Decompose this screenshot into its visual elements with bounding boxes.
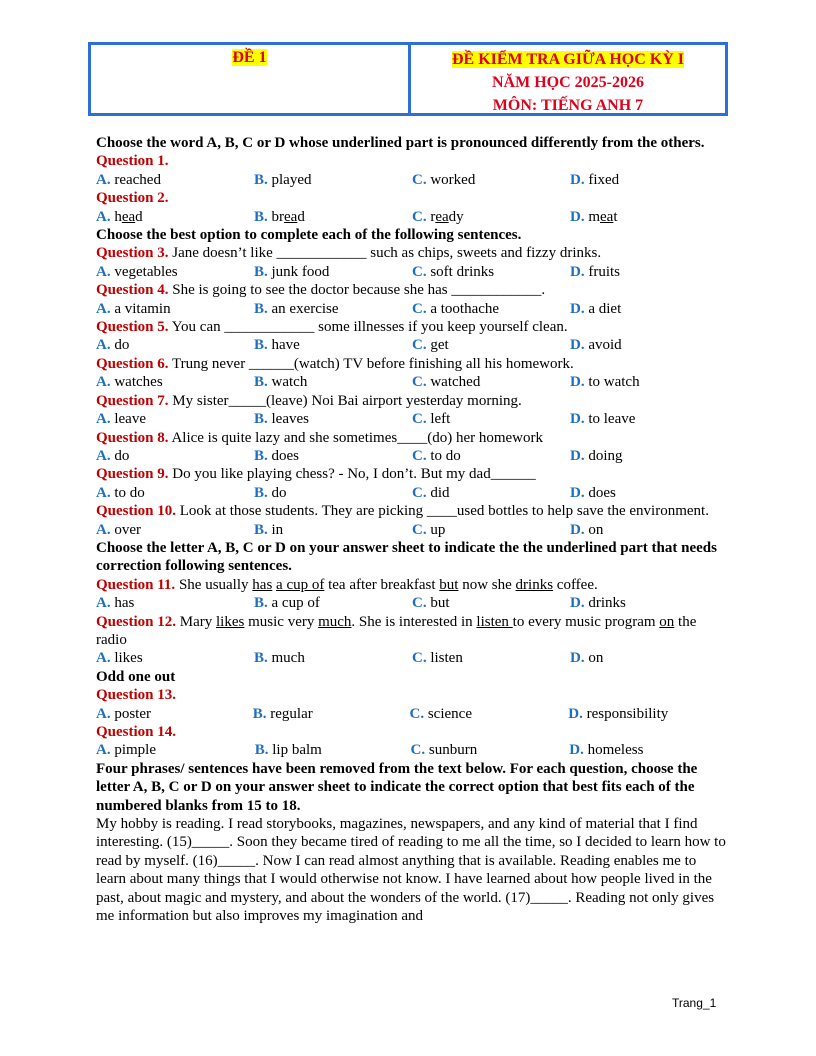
- option-letter: A.: [96, 650, 111, 667]
- option-letter: C.: [412, 171, 427, 188]
- option-letter: A.: [96, 171, 111, 188]
- option-letter: D.: [570, 337, 585, 354]
- question-7: [96, 392, 728, 410]
- question-12-options: [96, 649, 728, 667]
- option-text: listen: [430, 650, 463, 667]
- option-letter: A.: [96, 521, 111, 538]
- question-11: [96, 576, 728, 594]
- option-text: but: [430, 595, 450, 612]
- option-text: a toothache: [430, 300, 500, 317]
- option-text: lip balm: [272, 742, 322, 759]
- option-letter: B.: [254, 650, 268, 667]
- option-d: [569, 741, 728, 759]
- section-instruction-4: Odd one out: [96, 668, 176, 685]
- option-d: [570, 649, 728, 667]
- option-d: [570, 263, 728, 281]
- option-text: does: [588, 484, 616, 501]
- underlined-part: drinks: [515, 576, 554, 593]
- option-text: dy: [448, 208, 464, 225]
- option-text: do: [271, 484, 287, 501]
- question-text: music very: [244, 613, 319, 630]
- question-label: Question 13.: [96, 687, 177, 704]
- option-text: a vitamin: [114, 300, 171, 317]
- option-c: [412, 300, 570, 318]
- option-letter: C.: [410, 742, 426, 759]
- option-a: [96, 171, 254, 189]
- option-letter: B.: [254, 374, 268, 391]
- question-13-options: [96, 705, 728, 723]
- option-letter: D.: [570, 521, 585, 538]
- option-letter: C.: [412, 447, 427, 464]
- option-text: homeless: [587, 742, 644, 759]
- option-text: junk food: [271, 263, 330, 280]
- option-text: soft drinks: [430, 263, 495, 280]
- option-b: [254, 171, 412, 189]
- question-label: Question 8.: [96, 429, 169, 446]
- option-letter: A.: [96, 742, 111, 759]
- option-letter: C.: [412, 263, 427, 280]
- page-number: Trang_1: [672, 996, 717, 1010]
- option-c: [412, 208, 570, 226]
- option-text: responsibility: [586, 705, 669, 722]
- option-letter: B.: [254, 300, 268, 317]
- option-text: worked: [430, 171, 476, 188]
- option-c: [412, 410, 570, 428]
- option-text: leaves: [271, 411, 309, 428]
- option-letter: D.: [570, 484, 585, 501]
- option-letter: C.: [412, 411, 427, 428]
- question-10: [96, 502, 728, 520]
- option-b: [254, 300, 412, 318]
- option-letter: C.: [412, 484, 427, 501]
- option-letter: D.: [570, 595, 585, 612]
- option-text: leave: [114, 411, 146, 428]
- question-12: [96, 613, 728, 650]
- option-text: pimple: [114, 742, 157, 759]
- option-a: [96, 208, 254, 226]
- option-a: [96, 300, 254, 318]
- option-text: fixed: [588, 171, 620, 188]
- question-3-options: [96, 263, 728, 281]
- option-a: [96, 410, 254, 428]
- option-b: [254, 263, 412, 281]
- question-text: Alice is quite lazy and she sometimes____(do) her homework: [168, 429, 544, 446]
- option-b: [254, 447, 412, 465]
- question-9: [96, 465, 728, 483]
- option-letter: A.: [96, 705, 111, 722]
- option-text: in: [271, 521, 284, 538]
- option-d: [570, 521, 728, 539]
- option-text: did: [430, 484, 450, 501]
- option-text: left: [430, 411, 451, 428]
- option-d: [570, 171, 728, 189]
- option-c: [412, 521, 570, 539]
- option-a: [96, 521, 254, 539]
- option-d: [570, 484, 728, 502]
- option-letter: A.: [96, 484, 111, 501]
- option-text: do: [114, 337, 130, 354]
- option-b: [254, 521, 412, 539]
- question-13: [96, 686, 728, 704]
- option-letter: B.: [254, 447, 268, 464]
- question-text: tea after breakfast: [324, 576, 440, 593]
- option-letter: A.: [96, 263, 111, 280]
- exam-content: [96, 134, 728, 925]
- option-c: [412, 171, 570, 189]
- question-1-options: [96, 171, 728, 189]
- exam-title: ĐỀ KIỂM TRA GIỮA HỌC KỲ I: [451, 51, 685, 68]
- question-10-options: [96, 521, 728, 539]
- question-label: Question 6.: [96, 355, 169, 372]
- underlined-part: ea: [600, 208, 614, 225]
- option-letter: B.: [254, 263, 268, 280]
- exam-code: ĐỀ 1: [232, 49, 267, 66]
- subject: MÔN: TIẾNG ANH 7: [492, 97, 644, 114]
- option-b: [253, 705, 410, 723]
- option-b: [254, 410, 412, 428]
- option-text: regular: [270, 705, 313, 722]
- option-c: [412, 594, 570, 612]
- option-text: d: [297, 208, 305, 225]
- option-text: watch: [271, 374, 308, 391]
- question-label: Question 9.: [96, 466, 169, 483]
- option-c: [412, 373, 570, 391]
- option-text: to do: [114, 484, 145, 501]
- question-5: [96, 318, 728, 336]
- option-letter: D.: [570, 263, 585, 280]
- underlined-part: listen: [476, 613, 513, 630]
- option-text: fruits: [588, 263, 621, 280]
- question-text: coffee.: [553, 576, 598, 593]
- option-a: [96, 705, 253, 723]
- option-a: [96, 594, 254, 612]
- option-letter: C.: [412, 208, 427, 225]
- question-4-options: [96, 300, 728, 318]
- question-9-options: [96, 484, 728, 502]
- option-c: [412, 649, 570, 667]
- underlined-part: likes: [216, 613, 245, 630]
- option-letter: D.: [569, 742, 584, 759]
- option-d: [570, 373, 728, 391]
- option-text: up: [430, 521, 446, 538]
- question-1: [96, 152, 728, 170]
- option-text: an exercise: [271, 300, 339, 317]
- option-b: [254, 649, 412, 667]
- question-2-options: [96, 208, 728, 226]
- option-text: m: [588, 208, 601, 225]
- question-label: Question 1.: [96, 153, 169, 170]
- option-a: [96, 484, 254, 502]
- question-2: [96, 189, 728, 207]
- option-d: [570, 336, 728, 354]
- option-text: to watch: [588, 374, 640, 391]
- section-instruction-1: Choose the word A, B, C or D whose underlined part is pronounced differently from the others.: [96, 135, 705, 151]
- option-d: [568, 705, 728, 723]
- option-text: to do: [430, 447, 461, 464]
- question-14: [96, 723, 728, 741]
- option-letter: C.: [412, 595, 427, 612]
- option-letter: A.: [96, 374, 111, 391]
- option-letter: A.: [96, 447, 111, 464]
- option-d: [570, 410, 728, 428]
- option-text: on: [588, 521, 604, 538]
- option-letter: D.: [570, 650, 585, 667]
- option-a: [96, 336, 254, 354]
- option-c: [412, 263, 570, 281]
- option-letter: A.: [96, 595, 111, 612]
- option-letter: B.: [254, 208, 268, 225]
- option-letter: C.: [412, 300, 427, 317]
- question-label: Question 14.: [96, 724, 177, 740]
- option-text: on: [588, 650, 604, 667]
- option-letter: A.: [96, 208, 111, 225]
- question-label: Question 2.: [96, 190, 169, 207]
- option-text: over: [114, 521, 141, 538]
- option-b: [254, 336, 412, 354]
- option-text: science: [427, 705, 472, 722]
- option-d: [570, 208, 728, 226]
- exam-code-cell: [91, 45, 411, 113]
- question-label: Question 3.: [96, 245, 169, 262]
- question-label: Question 12.: [96, 613, 177, 630]
- option-letter: D.: [570, 300, 585, 317]
- question-3: [96, 244, 728, 262]
- option-text: doing: [588, 447, 623, 464]
- option-d: [570, 447, 728, 465]
- question-label: Question 5.: [96, 319, 169, 336]
- option-text: do: [114, 447, 130, 464]
- question-label: Question 4.: [96, 282, 169, 299]
- option-letter: D.: [570, 447, 585, 464]
- option-letter: B.: [254, 742, 269, 759]
- option-b: [254, 594, 412, 612]
- option-text: poster: [114, 705, 152, 722]
- option-letter: D.: [568, 705, 583, 722]
- option-text: t: [613, 208, 618, 225]
- question-14-options: [96, 741, 728, 759]
- option-text: watches: [114, 374, 163, 391]
- option-b: [254, 484, 412, 502]
- option-text: played: [271, 171, 312, 188]
- option-letter: A.: [96, 300, 111, 317]
- underlined-part: ea: [284, 208, 298, 225]
- question-text: Trung never ______(watch) TV before finishing all his homework.: [168, 355, 574, 372]
- option-text: h: [114, 208, 122, 225]
- option-text: much: [271, 650, 305, 667]
- option-letter: A.: [96, 337, 111, 354]
- option-text: avoid: [588, 337, 622, 354]
- option-text: a diet: [588, 300, 622, 317]
- exam-title-cell: [411, 45, 725, 113]
- question-text: the radio: [96, 613, 697, 648]
- question-8-options: [96, 447, 728, 465]
- option-text: drinks: [588, 595, 626, 612]
- underlined-part: has: [252, 576, 273, 593]
- question-text: Mary: [176, 613, 217, 630]
- option-c: [412, 484, 570, 502]
- option-text: d: [135, 208, 143, 225]
- underlined-part: ea: [121, 208, 136, 225]
- underlined-part: much: [318, 613, 352, 630]
- option-c: [410, 705, 569, 723]
- option-letter: C.: [412, 521, 427, 538]
- option-letter: D.: [570, 171, 585, 188]
- option-text: watched: [430, 374, 481, 391]
- question-text: You can ____________ some illnesses if you keep yourself clean.: [168, 319, 568, 336]
- option-d: [570, 594, 728, 612]
- option-letter: B.: [252, 705, 267, 722]
- option-text: vegetables: [114, 263, 178, 280]
- question-text: Look at those students. They are picking ____used bottles to help save the environment.: [176, 503, 709, 520]
- option-a: [96, 447, 254, 465]
- question-8: [96, 429, 728, 447]
- underlined-part: ea: [435, 208, 449, 225]
- option-letter: C.: [409, 705, 425, 722]
- underlined-part: but: [439, 576, 459, 593]
- reading-passage: My hobby is reading. I read storybooks, magazines, newspapers, and any kind of material that I find interesting. (15)_____. Soon they became tired of reading to me all the time, so I decided to learn how to read by myself. (16)_____. Now I can read almost anything that is available. Reading enables me to learn about many things that I would otherwise not know. I have learned about how people lived in the past, about magic and mystery, and about the wonders of the world. (17)_____. Reading not only gives me information but also improves my imagination and: [96, 816, 726, 925]
- option-a: [96, 649, 254, 667]
- question-text: My sister_____(leave) Noi Bai airport yesterday morning.: [168, 392, 522, 409]
- option-letter: B.: [254, 171, 268, 188]
- option-text: get: [430, 337, 449, 354]
- option-c: [411, 741, 570, 759]
- option-letter: C.: [412, 337, 427, 354]
- option-letter: B.: [254, 595, 268, 612]
- option-letter: D.: [570, 208, 585, 225]
- option-text: r: [430, 208, 436, 225]
- option-text: br: [271, 208, 285, 225]
- option-letter: D.: [570, 374, 585, 391]
- option-text: to leave: [588, 411, 636, 428]
- question-4: [96, 281, 728, 299]
- option-letter: C.: [412, 374, 427, 391]
- question-text: . She is interested in: [351, 613, 477, 630]
- section-instruction-2: Choose the best option to complete each of the following sentences.: [96, 227, 522, 244]
- option-letter: B.: [254, 484, 268, 501]
- option-text: a cup of: [271, 595, 320, 612]
- option-letter: B.: [254, 411, 268, 428]
- option-b: [254, 373, 412, 391]
- option-text: reached: [114, 171, 161, 188]
- question-text: Jane doesn’t like ____________ such as chips, sweets and fizzy drinks.: [168, 245, 602, 262]
- option-c: [412, 336, 570, 354]
- question-label: Question 11.: [96, 576, 176, 593]
- option-text: have: [271, 337, 300, 354]
- question-text: to every music program: [512, 613, 660, 630]
- question-6: [96, 355, 728, 373]
- option-c: [412, 447, 570, 465]
- school-year: NĂM HỌC 2025-2026: [492, 74, 644, 91]
- option-text: sunburn: [428, 742, 478, 759]
- option-b: [255, 741, 411, 759]
- option-d: [570, 300, 728, 318]
- option-text: does: [271, 447, 300, 464]
- option-text: has: [114, 595, 135, 612]
- question-text: Do you like playing chess? - No, I don’t. But my dad______: [168, 466, 536, 483]
- option-letter: A.: [96, 411, 111, 428]
- option-a: [96, 741, 255, 759]
- option-a: [96, 263, 254, 281]
- option-text: likes: [114, 650, 143, 667]
- question-5-options: [96, 336, 728, 354]
- option-a: [96, 373, 254, 391]
- option-letter: B.: [254, 521, 268, 538]
- question-11-options: [96, 594, 728, 612]
- exam-header-box: [88, 42, 728, 116]
- underlined-part: on: [659, 613, 675, 630]
- section-instruction-3: Choose the letter A, B, C or D on your answer sheet to indicate the the underlined part that needs correction following sentences.: [96, 539, 717, 575]
- question-text: She is going to see the doctor because she has ____________.: [168, 282, 546, 299]
- question-label: Question 10.: [96, 503, 177, 520]
- option-letter: D.: [570, 411, 585, 428]
- option-b: [254, 208, 412, 226]
- question-label: Question 7.: [96, 392, 169, 409]
- question-text: now she: [458, 576, 516, 593]
- section-instruction-5: Four phrases/ sentences have been removed from the text below. For each question, choose the letter A, B, C or D on your answer sheet to indicate the correct option that best fits each of the numbered blanks from 15 to 18.: [96, 760, 698, 814]
- question-text: She usually: [175, 576, 253, 593]
- option-letter: B.: [254, 337, 268, 354]
- question-6-options: [96, 373, 728, 391]
- underlined-part: a cup of: [276, 576, 325, 593]
- option-letter: C.: [412, 650, 427, 667]
- question-7-options: [96, 410, 728, 428]
